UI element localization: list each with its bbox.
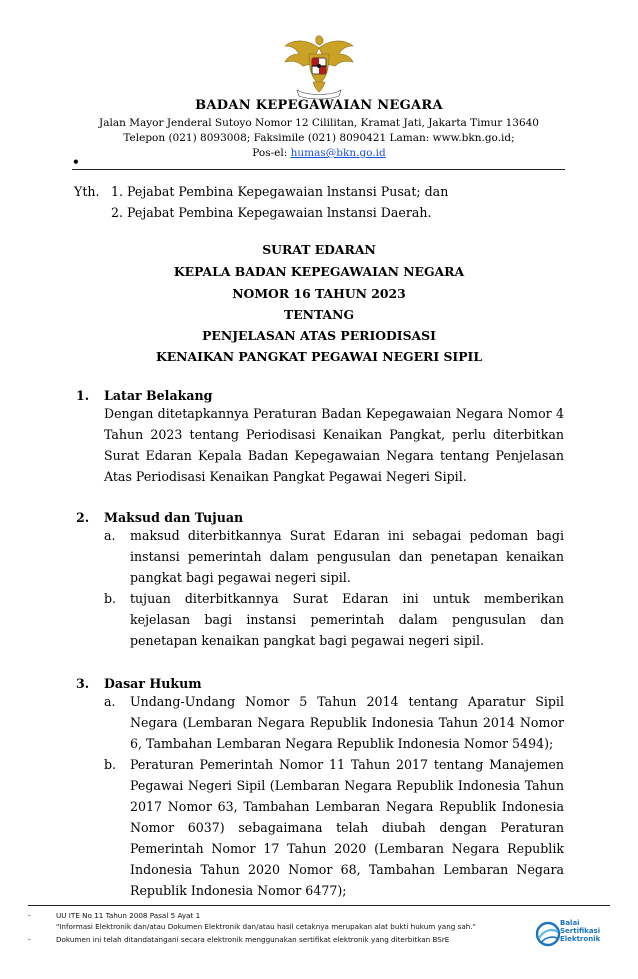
bsre-text-line: Balai xyxy=(560,919,580,927)
email-link[interactable]: humas@bkn.go.id xyxy=(290,147,386,159)
item-letter: a. xyxy=(104,528,116,543)
garuda-emblem-icon xyxy=(283,34,355,100)
title-line-5: PENJELASAN ATAS PERIODISASI xyxy=(202,328,436,343)
bsre-text-line: Sertifikasi xyxy=(560,927,601,935)
section-dasar-hukum xyxy=(76,676,564,901)
section-heading xyxy=(76,676,564,691)
list-item xyxy=(76,588,564,651)
section-number: 2. xyxy=(76,510,90,525)
footer-text: Dokumen ini telah ditandatangani secara elektronik menggunakan sertifikat elektronik yang diterbitkan BSrE xyxy=(56,935,450,944)
list-item xyxy=(76,691,564,754)
title-line-3: NOMOR 16 TAHUN 2023 xyxy=(232,286,406,301)
addressee-label: Yth. xyxy=(74,184,100,199)
title-line-2: KEPALA BADAN KEPEGAWAIAN NEGARA xyxy=(173,264,465,279)
footer-line-3 xyxy=(28,935,449,944)
title-line-1: SURAT EDARAN xyxy=(262,242,376,257)
item-text: maksud diterbitkannya Surat Edaran ini sebagai pedoman bagi instansi pemerintah dalam pengusulan dan penetapan kenaikan pangkat bagi pegawai negeri sipil. xyxy=(130,528,564,585)
section-heading xyxy=(76,510,564,525)
title-line-4: TENTANG xyxy=(283,307,355,322)
item-text: Peraturan Pemerintah Nomor 11 Tahun 2017 tentang Manajemen Pegawai Negeri Sipil (Lembaran Negara Republik Indonesia Tahun 2017 Nomor 63, Tambahan Lembaran Negara Republik Indonesia Nomor 6037) sebagaimana telah diubah dengan Peraturan Pemerintah Nomor 17 Tahun 2020 (Lembaran Negara Republik Indonesia Tahun 2020 Nomor 68, Tambahan Lembaran Negara Republik Indonesia Nomor 6477); xyxy=(130,757,564,898)
footer-dash: - xyxy=(28,911,31,920)
footer-divider xyxy=(28,905,610,906)
org-address: Jalan Mayor Jenderal Sutoyo Nomor 12 Cililitan, Kramat Jati, Jakarta Timur 13640 xyxy=(99,117,539,129)
list-item xyxy=(76,525,564,588)
item-text: Undang-Undang Nomor 5 Tahun 2014 tentang Aparatur Sipil Negara (Lembaran Negara Republik Indonesia Tahun 2014 Nomor 6, Tambahan Lembaran Negara Republik Indonesia Nomor 5494); xyxy=(130,694,564,751)
email-label: Pos-el: xyxy=(252,147,291,159)
section-body: Dengan ditetapkannya Peraturan Badan Kepegawaian Negara Nomor 4 Tahun 2023 tentang Periodisasi Kenaikan Pangkat, perlu diterbitkan Surat Edaran Kepala Badan Kepegawaian Negara tentang Penjelasan Atas Periodisasi Kenaikan Pangkat Pegawai Negeri Sipil. xyxy=(104,406,564,484)
org-phone: Telepon (021) 8093008; Faksimile (021) 8090421 Laman: www.bkn.go.id; xyxy=(123,132,515,144)
section-maksud-tujuan xyxy=(76,510,564,651)
section-heading xyxy=(76,388,564,403)
addressee-item: 2. Pejabat Pembina Kepegawaian lnstansi Daerah. xyxy=(111,205,432,220)
footer-dash: - xyxy=(28,935,31,944)
bsre-text-line: Elektronik xyxy=(560,935,601,943)
footer-line-1 xyxy=(28,911,200,920)
section-title: Latar Belakang xyxy=(104,388,213,403)
item-letter: b. xyxy=(104,591,117,606)
bsre-logo-text xyxy=(560,919,600,943)
section-latar-belakang xyxy=(76,388,564,500)
letterhead-dot: • xyxy=(72,155,80,169)
item-text: tujuan diterbitkannya Surat Edaran ini untuk memberikan kejelasan bagi instansi pemerintah dalam pengusulan dan penetapan kenaikan pangkat bagi pegawai negeri sipil. xyxy=(130,591,564,648)
addressee-row xyxy=(74,181,448,202)
org-email-line xyxy=(0,147,638,159)
footer-line-2: "Informasi Elektronik dan/atau Dokumen Elektronik dan/atau hasil cetaknya merupakan alat bukti hukum yang sah." xyxy=(56,922,476,931)
org-name: BADAN KEPEGAWAIAN NEGARA xyxy=(195,98,443,113)
section-title: Dasar Hukum xyxy=(104,676,202,691)
addressee-row xyxy=(74,202,448,223)
title-line-6: KENAIKAN PANGKAT PEGAWAI NEGERI SIPIL xyxy=(155,349,483,364)
section-title: Maksud dan Tujuan xyxy=(104,510,244,525)
letterhead-divider xyxy=(72,169,565,170)
list-item xyxy=(76,754,564,901)
section-number: 1. xyxy=(76,388,90,403)
addressee-item: 1. Pejabat Pembina Kepegawaian lnstansi Pusat; dan xyxy=(111,184,449,199)
footer-text: UU ITE No 11 Tahun 2008 Pasal 5 Ayat 1 xyxy=(56,911,201,920)
section-number: 3. xyxy=(76,676,90,691)
addressee-block xyxy=(74,181,448,223)
item-letter: a. xyxy=(104,694,116,709)
item-letter: b. xyxy=(104,757,117,772)
